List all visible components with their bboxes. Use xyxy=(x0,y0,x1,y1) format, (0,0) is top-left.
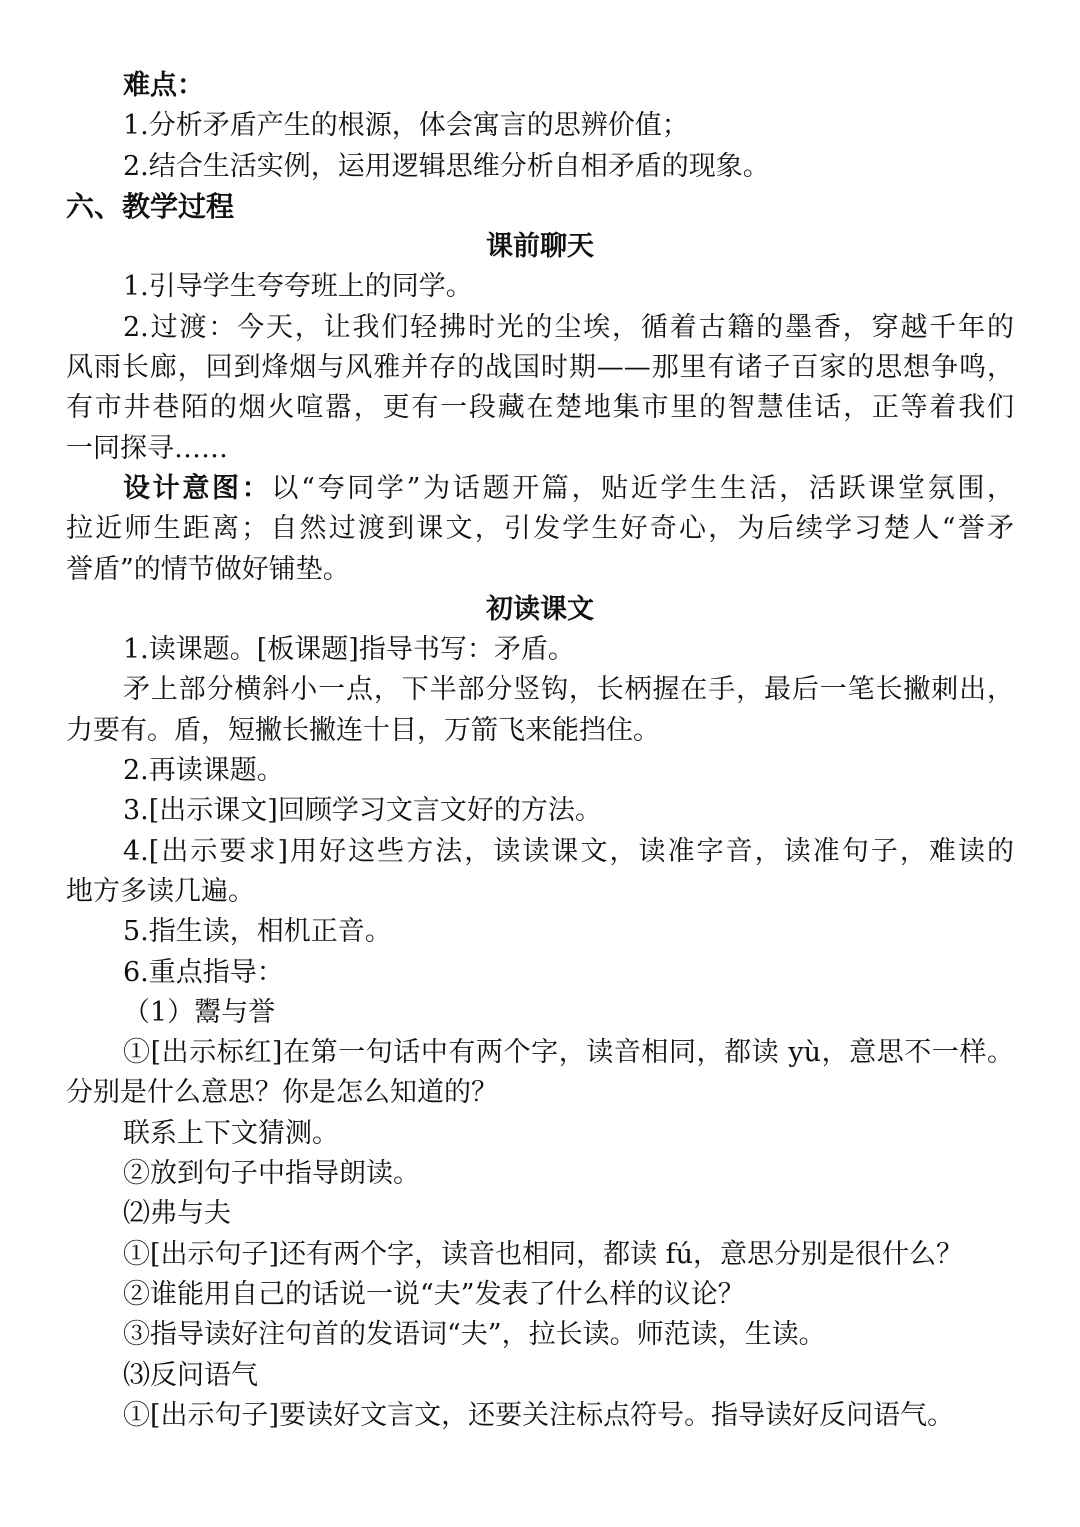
pre-class-item-2-line: 一同探寻…… xyxy=(66,432,228,464)
sub-section-1-a-line: 分别是什么意思？你是怎么知道的？ xyxy=(66,1077,498,1109)
difficulty-heading: 难点： xyxy=(123,70,204,101)
writing-guide-line: 矛上部分横斜小一点，下半部分竖钩，长柄握在手，最后一笔长撇刺出， xyxy=(123,674,1014,706)
pre-class-item-2-line: 2.过渡：今天，让我们轻拂时光的尘埃，循着古籍的墨香，穿越千年的 xyxy=(123,311,1014,343)
pre-class-item-2-line: 风雨长廊，回到烽烟与风雅并存的战国时期——那里有诸子百家的思想争鸣， xyxy=(66,352,1014,384)
section-heading: 六、教学过程 xyxy=(66,189,235,223)
sub-section-2-c: ③指导读好注句首的发语词“夫”，拉长读。师范读，生读。 xyxy=(123,1319,826,1351)
pre-class-title: 课前聊天 xyxy=(486,231,594,263)
design-intent-text: 以“夸同学”为话题开篇，贴近学生生活，活跃课堂氛围， xyxy=(271,472,1014,504)
difficulty-item: 1.分析矛盾产生的根源，体会寓言的思辨价值； xyxy=(123,110,689,142)
design-intent-label: 设计意图： xyxy=(123,472,272,504)
design-intent-line: 拉近师生距离；自然过渡到课文，引发学生好奇心，为后续学习楚人“誉矛 xyxy=(66,513,1014,545)
sub-section-1-guess: 联系上下文猜测。 xyxy=(123,1117,339,1149)
sub-section-3-title: ⑶反问语气 xyxy=(123,1359,258,1391)
first-reading-item-1: 1.读课题。[板课题]指导书写：矛盾。 xyxy=(123,634,575,666)
sub-section-1-title: （1）鬻与誉 xyxy=(123,996,276,1028)
sub-section-1-b: ②放到句子中指导朗读。 xyxy=(123,1158,420,1190)
first-reading-item-4-line: 地方多读几遍。 xyxy=(66,875,255,907)
sub-section-3-a: ①[出示句子]要读好文言文，还要关注标点符号。指导读好反问语气。 xyxy=(123,1399,955,1431)
pre-class-item-2-line: 有市井巷陌的烟火喧嚣，更有一段藏在楚地集市里的智慧佳话，正等着我们 xyxy=(66,392,1014,424)
sub-section-2-b: ②谁能用自己的话说一说“夫”发表了什么样的议论？ xyxy=(123,1278,745,1310)
sub-section-2-title: ⑵弗与夫 xyxy=(123,1198,231,1230)
first-reading-item-2: 2.再读课题。 xyxy=(123,755,284,787)
design-intent-line xyxy=(66,469,1014,509)
first-reading-item-5: 5.指生读，相机正音。 xyxy=(123,916,392,948)
first-reading-item-4-line: 4.[出示要求]用好这些方法，读读课文，读准字音，读准句子，难读的 xyxy=(123,835,1014,867)
sub-section-2-a: ①[出示句子]还有两个字，读音也相同，都读 fú，意思分别是很什么？ xyxy=(123,1238,964,1270)
writing-guide-line: 力要有。盾，短撇长撇连十目，万箭飞来能挡住。 xyxy=(66,714,660,746)
first-reading-item-6: 6.重点指导： xyxy=(123,956,284,988)
sub-section-1-a-line: ①[出示标红]在第一句话中有两个字，读音相同，都读 yù，意思不一样。 xyxy=(123,1037,1014,1069)
first-reading-item-3: 3.[出示课文]回顾学习文言文好的方法。 xyxy=(123,795,602,827)
pre-class-item-1: 1.引导学生夸夸班上的同学。 xyxy=(123,271,473,303)
first-reading-title: 初读课文 xyxy=(486,593,594,625)
difficulty-item: 2.结合生活实例，运用逻辑思维分析自相矛盾的现象。 xyxy=(123,150,770,182)
design-intent-line: 誉盾”的情节做好铺垫。 xyxy=(66,553,350,585)
